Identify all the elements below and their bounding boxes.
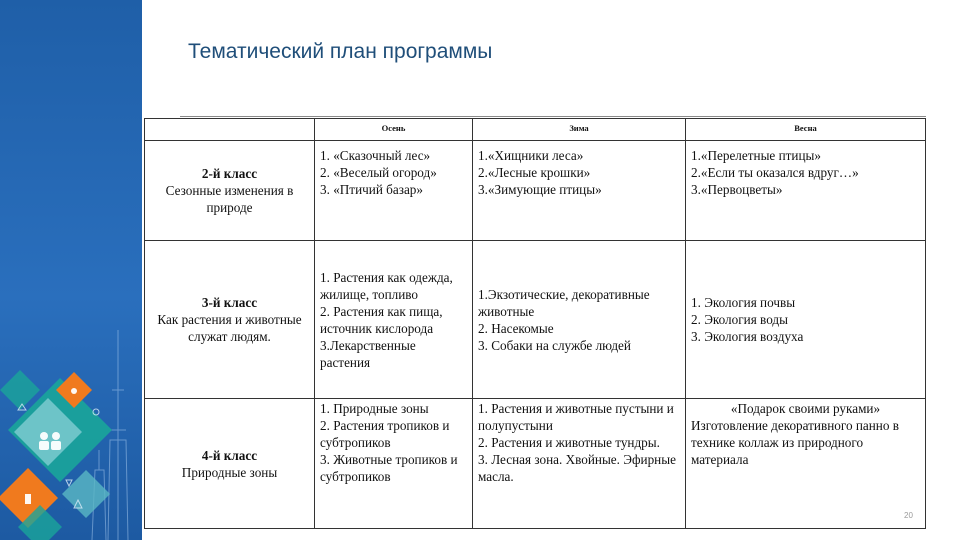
topic-item: «Подарок своими руками» (730, 401, 881, 416)
topic-item: 1. Экология почвы (691, 295, 796, 310)
topic-item: 1.«Хищники леса» (478, 148, 584, 163)
class-name: 3-й класс (201, 295, 258, 310)
decorative-sidebar (0, 0, 142, 540)
autumn-cell (315, 241, 473, 399)
class-cell (145, 241, 315, 399)
winter-cell (473, 241, 686, 399)
class-description: Сезонные изменения в природе (165, 183, 294, 215)
header-cell-spring: Весна (686, 119, 926, 141)
topic-item: 1. Растения как одежда, жилище, топливо (320, 269, 453, 302)
topic-item: 2. Экология воды (691, 312, 788, 327)
topic-item: 2.«Лесные крошки» (478, 165, 591, 180)
spring-cell (686, 399, 926, 529)
topic-item: 3.«Первоцветы» (691, 182, 783, 197)
topic-item: 1.Экзотические, декоративные животные (478, 286, 650, 319)
topic-item: 2. «Веселый огород» (320, 165, 437, 180)
autumn-cell (315, 399, 473, 529)
topic-item: 2. Растения тропиков и субтропиков (320, 418, 450, 450)
table-header-row (145, 119, 926, 141)
topic-item: 3. Животные тропиков и субтропиков (320, 452, 458, 484)
topic-item: 2. Насекомые (478, 320, 554, 336)
topic-item: 2. Растения как пища, источник кислорода (320, 303, 443, 336)
page-number: 20 (904, 511, 913, 520)
table-row (145, 141, 926, 241)
table-row (145, 241, 926, 399)
slide-title: Тематический план программы (188, 40, 493, 63)
class-cell (145, 141, 315, 241)
title-divider (180, 116, 926, 117)
topic-item: 3. Экология воздуха (691, 329, 804, 344)
topic-item: 3. «Птичий базар» (320, 182, 423, 197)
topic-item: 3.Лекарственные растения (320, 337, 416, 370)
winter-cell (473, 141, 686, 241)
spring-cell (686, 141, 926, 241)
class-description: Как растения и животные служат людям. (157, 312, 302, 344)
winter-cell (473, 399, 686, 529)
topic-item: 1.«Перелетные птицы» (691, 148, 821, 163)
spring-cell (686, 241, 926, 399)
class-description: Природные зоны (181, 464, 278, 480)
header-cell-empty (145, 119, 315, 141)
class-name: 2-й класс (201, 166, 258, 181)
header-cell-winter: Зима (473, 119, 686, 141)
topic-item: 1. Природные зоны (320, 401, 429, 416)
sidebar-artwork (0, 0, 142, 540)
topic-item: 3. Лесная зона. Хвойные. Эфирные масла. (478, 452, 676, 484)
class-name: 4-й класс (201, 447, 258, 463)
topic-item: 2.«Если ты оказался вдруг…» (691, 165, 859, 180)
table-row (145, 399, 926, 529)
header-cell-autumn: Осень (315, 119, 473, 141)
topic-item: 1. «Сказочный лес» (320, 148, 431, 163)
autumn-cell (315, 141, 473, 241)
topic-item: 1. Растения и животные пустыни и полупустыни (478, 401, 674, 433)
class-cell (145, 399, 315, 529)
thematic-plan-table (144, 118, 926, 529)
topic-item: 2. Растения и животные тундры. (478, 435, 660, 450)
topic-item: Изготовление декоративного панно в технике коллаж из природного материала (691, 418, 899, 467)
topic-item: 3. Собаки на службе людей (478, 337, 631, 353)
topic-item: 3.«Зимующие птицы» (478, 182, 602, 197)
